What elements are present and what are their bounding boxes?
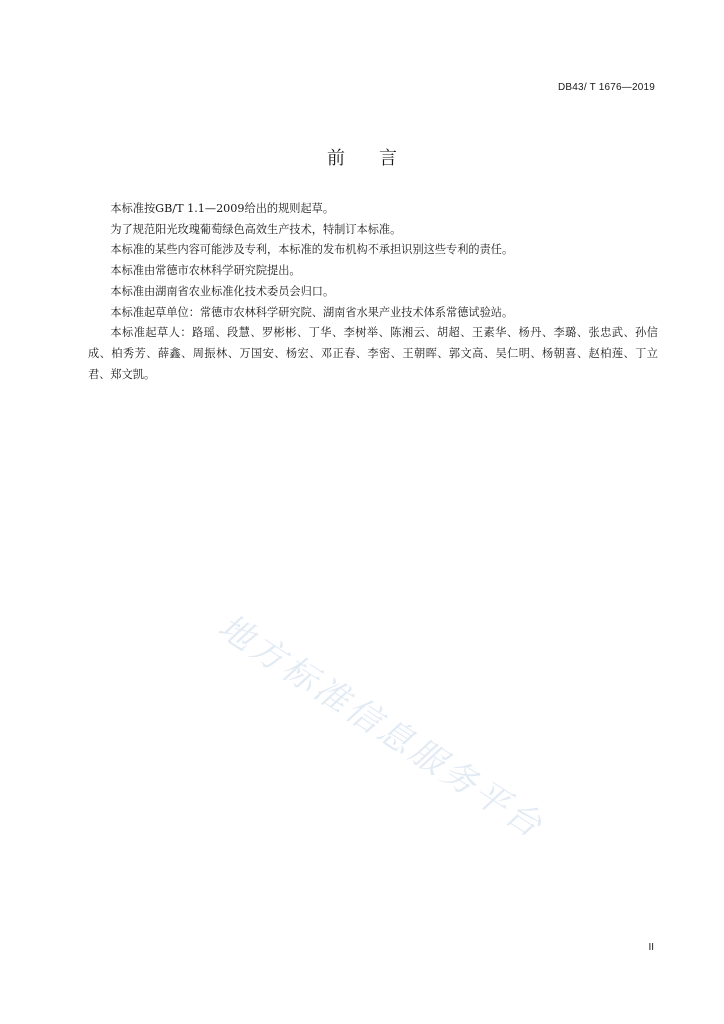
paragraph-drafting-units: 本标准起草单位：常德市农林科学研究院、湖南省水果产业技术体系常德试验站。 bbox=[110, 305, 514, 319]
page-title bbox=[0, 144, 724, 170]
page-number: II bbox=[648, 942, 654, 953]
standard-code: DB43/ T 1676—2019 bbox=[558, 82, 655, 93]
paragraph-drafting-rules: 本标准按GB/T 1.1—2009给出的规则起草。 bbox=[110, 202, 335, 215]
title-part-2: 言 bbox=[379, 148, 397, 169]
title-part-1: 前 bbox=[327, 148, 345, 169]
paragraph-drafters: 本标准起草人：路瑶、段慧、罗彬彬、丁华、李树举、陈湘云、胡超、王素华、杨丹、李璐、张忠武、孙信成、柏秀芳、薛鑫、周振林、万国安、杨宏、邓正春、李密、王朝晖、郭文高、吴仁明、杨朝喜、赵柏莲、丁立君、郑文凯。 bbox=[88, 326, 658, 381]
paragraph-proposer: 本标准由常德市农林科学研究院提出。 bbox=[110, 264, 301, 278]
paragraph-patent-notice: 本标准的某些内容可能涉及专利，本标准的发布机构不承担识别这些专利的责任。 bbox=[110, 243, 514, 257]
paragraph-purpose: 为了规范阳光玫瑰葡萄绿色高效生产技术，特制订本标准。 bbox=[110, 222, 402, 236]
paragraph-responsible-committee: 本标准由湖南省农业标准化技术委员会归口。 bbox=[110, 284, 335, 298]
watermark: 地方标准信息服务平台 bbox=[210, 606, 552, 848]
foreword-body bbox=[88, 199, 658, 385]
